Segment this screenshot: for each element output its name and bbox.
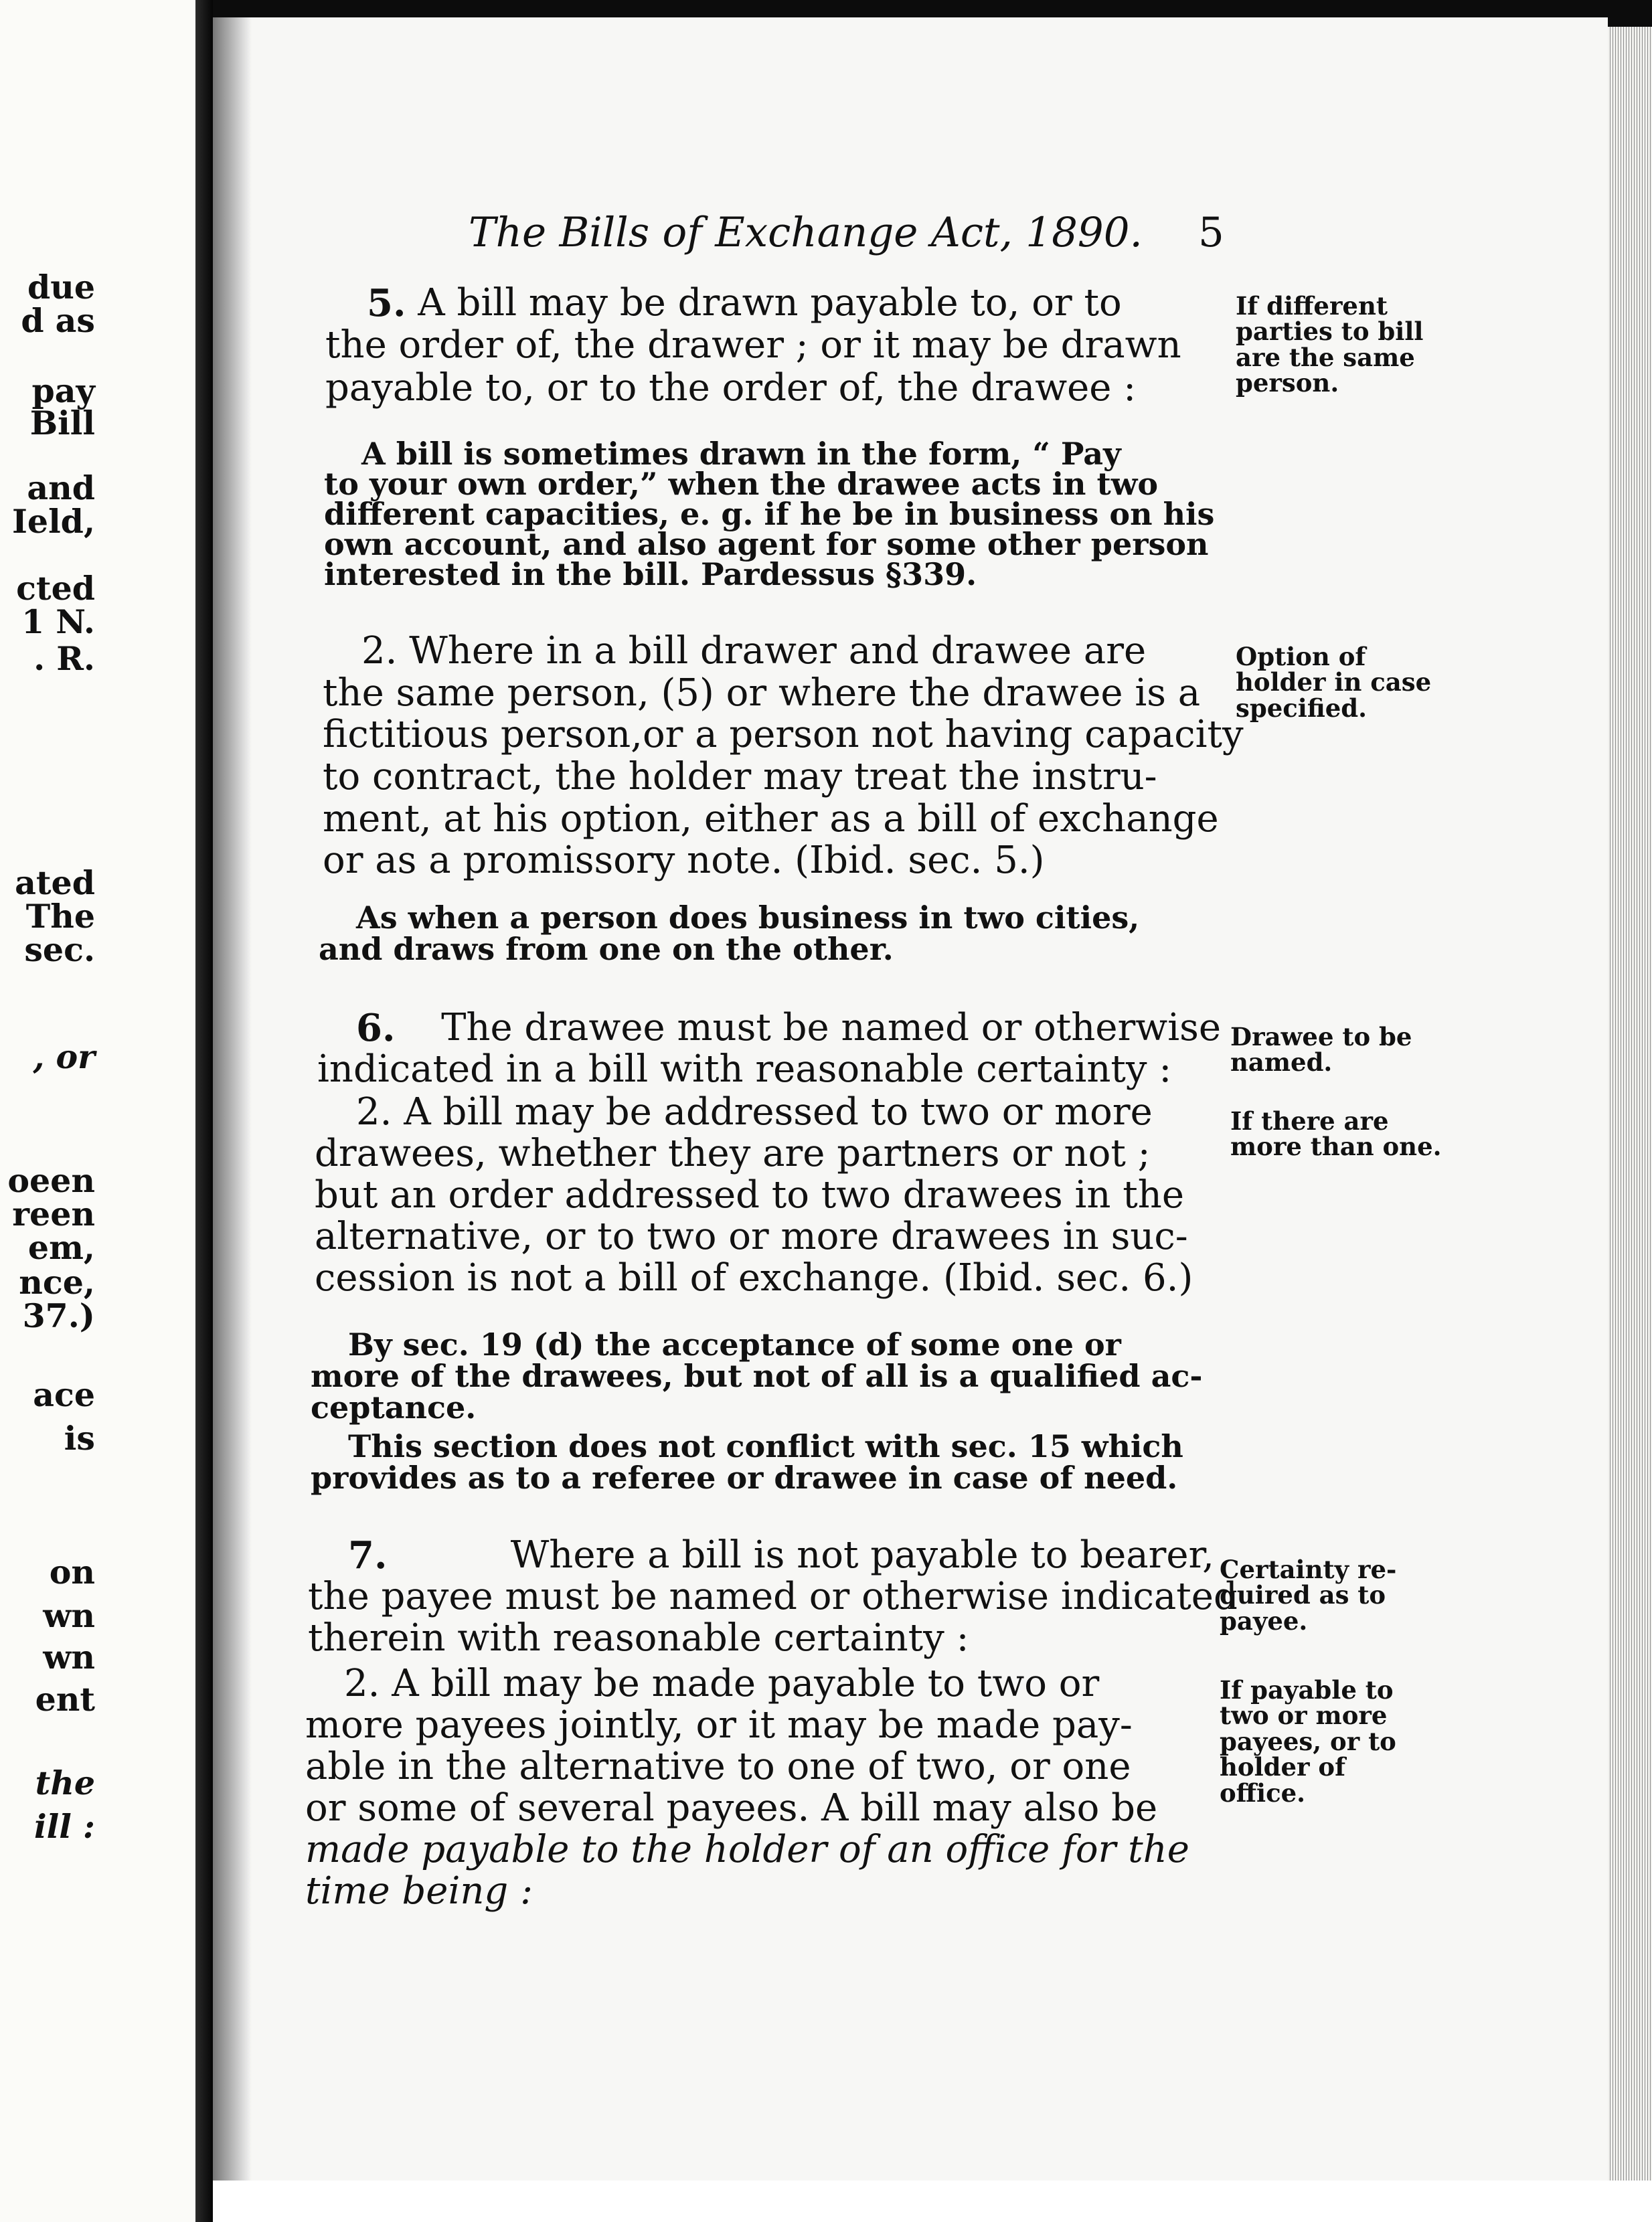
book-gutter [195,0,213,2222]
left-page-fragment: is [64,1419,95,1458]
margin-note: If payable to two or more payees, or to holder of office. [1220,1675,1396,1808]
left-page-fragment: wn [43,1596,95,1635]
left-page-fragment: cted [16,569,95,608]
margin-note: Drawee to be named. [1230,1022,1412,1078]
left-page-fragment: , or [33,1037,95,1076]
left-page-fragment: ace [33,1375,95,1414]
subsection-line: 2. A bill may be made payable to two or [344,1662,1100,1705]
annotation-line: to your own order,” when the drawee acts in two [324,466,1159,502]
page-number: 5 [1198,209,1224,256]
margin-note: Certainty re- quired as to payee. [1220,1555,1397,1636]
left-page-fragment: due [27,268,95,307]
running-title: The Bills of Exchange Act, 1890. [469,209,1143,256]
subsection-line: time being : [305,1869,533,1913]
left-page-fragment: d as [21,301,95,340]
left-page-fragment: Ield, [11,502,95,541]
subsection-line: to contract, the holder may treat the instru- [323,755,1157,798]
subsection-line: alternative, or to two or more drawees in suc- [315,1215,1188,1258]
section-7-line-1 [348,1533,1214,1577]
margin-note: Option of holder in case specified. [1236,642,1432,723]
subsection-line: fictitious person,or a person not having capacity [323,713,1244,756]
annotation-line: This section does not conflict with sec. 15 which [348,1428,1183,1464]
section-6-line-1 [356,1006,1221,1050]
left-page-fragment: ent [35,1680,95,1719]
left-page-fragment: nce, [19,1263,95,1302]
margin-note: If there are more than one. [1230,1106,1442,1162]
annotation-line: different capacities, e. g. if he be in business on his [324,496,1215,532]
left-page-fragment: ated [15,863,95,902]
page-edges [1608,27,1652,2222]
subsection-line: or some of several payees. A bill may also be [305,1786,1158,1830]
annotation-line: more of the drawees, but not of all is a qualified ac- [311,1358,1203,1394]
left-page-fragment: . R. [33,639,95,678]
left-page-fragment: 1 N. [21,602,95,641]
margin-note: If different parties to bill are the same person. [1236,291,1424,398]
body-text: A bill may be drawn payable to, or to [418,281,1122,325]
body-text: The drawee must be named or otherwise [441,1006,1221,1049]
left-page-fragment: reen [12,1195,95,1233]
left-page-fragment: em, [27,1228,95,1267]
section-5-line-1 [367,281,1224,325]
left-page-fragment: on [49,1553,95,1592]
left-page-fragment: and [27,468,95,507]
scan-bottom-margin [213,2181,1652,2222]
annotation-line: As when a person does business in two cities, [356,900,1140,936]
left-page-fragment: oeen [7,1161,95,1200]
subsection-line: but an order addressed to two drawees in the [315,1173,1184,1217]
subsection-line: ment, at his option, either as a bill of exchange [323,797,1219,841]
annotation-line: own account, and also agent for some other person [324,526,1209,562]
subsection-line: more payees jointly, or it may be made pay- [305,1703,1133,1747]
left-page-fragment: ill : [34,1807,95,1846]
left-page-fragment: Bill [29,404,95,442]
subsection-line: or as a promissory note. (Ibid. sec. 5.) [323,839,1045,882]
section-5-line-3: payable to, or to the order of, the drawee : [325,366,1137,410]
spine-shadow [213,17,252,2222]
annotation-line: A bill is sometimes drawn in the form, “ Pay [361,436,1121,472]
subsection-line: cession is not a bill of exchange. (Ibid. sec. 6.) [315,1256,1193,1300]
subsection-line: drawees, whether they are partners or not ; [315,1132,1151,1175]
section-number: 7. [348,1533,388,1577]
left-page-fragment: pay [31,371,95,410]
annotation-line: interested in the bill. Pardessus §339. [324,556,977,592]
left-page-fragment: The [25,897,95,936]
subsection-line: able in the alternative to one of two, or one [305,1745,1131,1788]
annotation-line: and draws from one on the other. [319,931,894,967]
section-number: 5. [367,281,406,325]
section-6-line-2: indicated in a bill with reasonable certainty : [317,1047,1172,1091]
subsection-line: made payable to the holder of an office for the [305,1828,1189,1871]
annotation-line: provides as to a referee or drawee in case of need. [311,1460,1178,1496]
annotation-line: ceptance. [311,1389,477,1426]
section-5-line-2: the order of, the drawer ; or it may be drawn [325,323,1181,367]
subsection-line: 2. Where in a bill drawer and drawee are [361,629,1147,673]
left-page-fragment: 37.) [22,1296,95,1335]
section-7-line-2: the payee must be named or otherwise indicated [308,1575,1238,1618]
subsection-line: the same person, (5) or where the drawee is a [323,671,1201,715]
subsection-line: 2. A bill may be addressed to two or more [356,1090,1153,1134]
left-page-fragment: the [35,1764,95,1802]
previous-page [0,0,195,2222]
body-text: Where a bill is not payable to bearer, [510,1533,1214,1577]
section-number: 6. [356,1006,396,1050]
left-page-fragment: wn [43,1638,95,1677]
left-page-fragment: sec. [24,930,95,969]
section-7-line-3: therein with reasonable certainty : [308,1616,969,1660]
annotation-line: By sec. 19 (d) the acceptance of some one or [348,1327,1121,1363]
